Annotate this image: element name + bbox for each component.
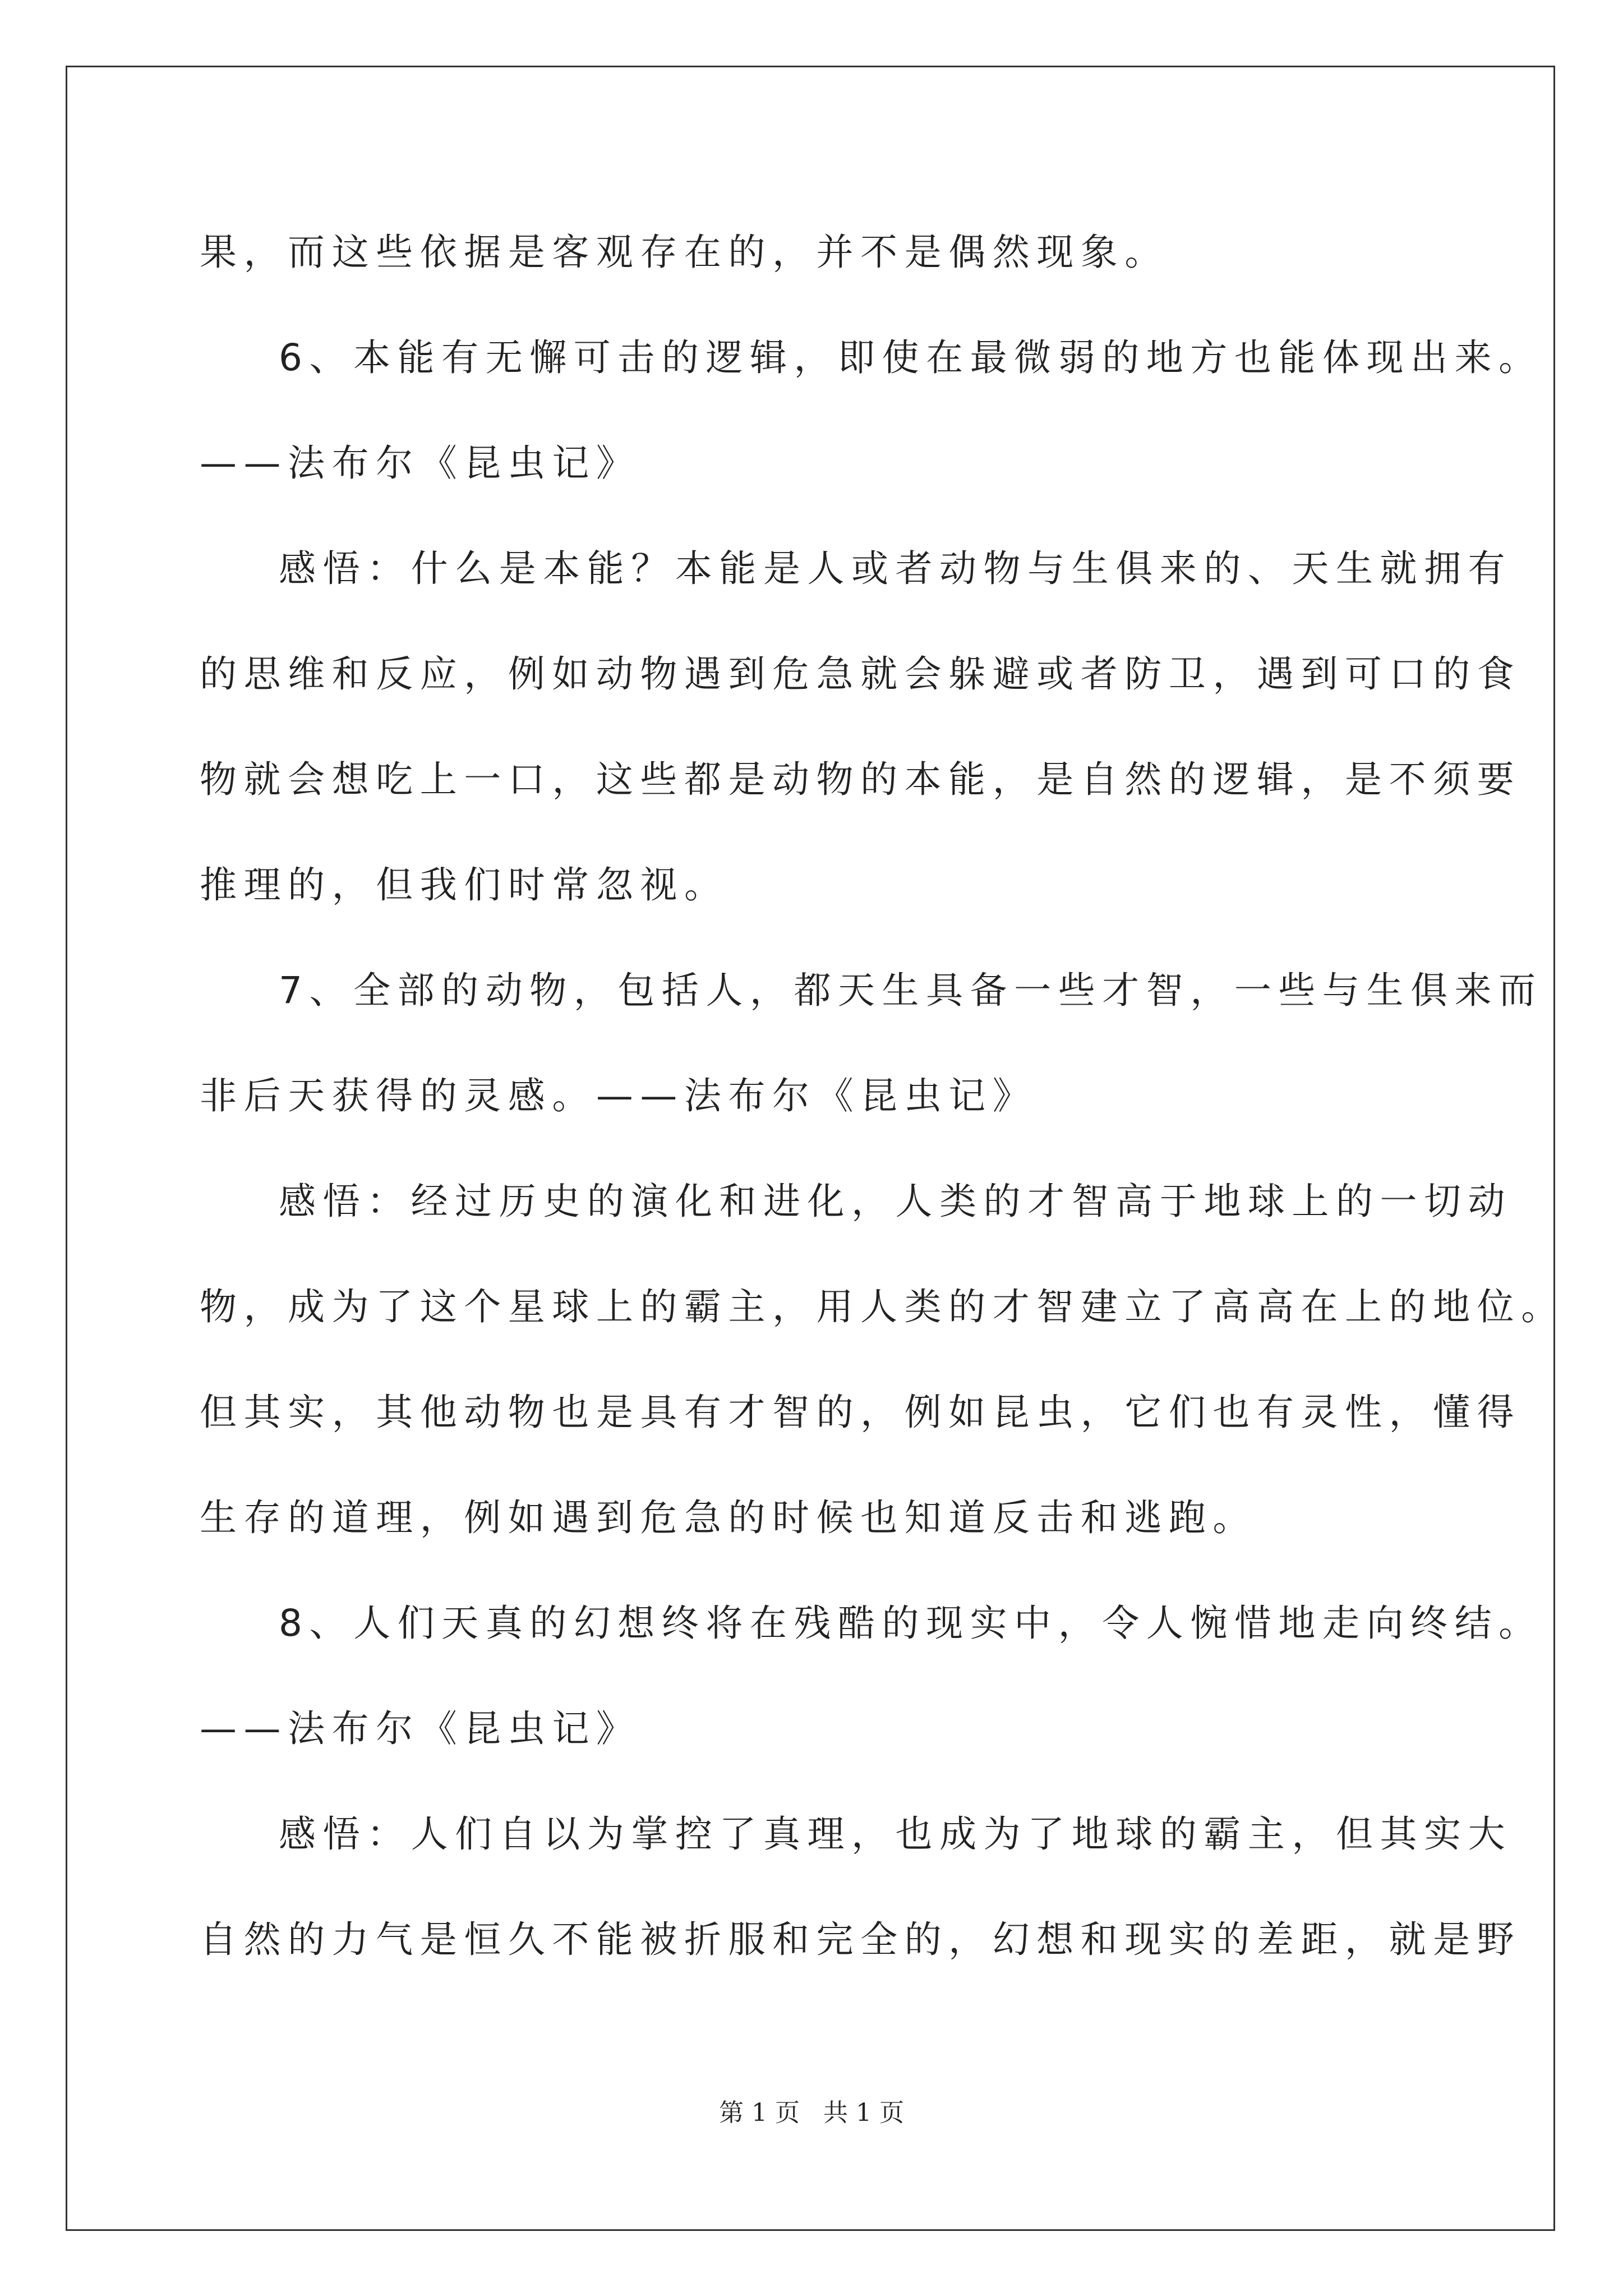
text-line: 推理的，但我们时常忽视。 [200,863,728,907]
text-line: 生存的道理，例如遇到危急的时候也知道反击和逃跑。 [200,1496,1257,1539]
text-line: 感悟：人们自以为掌控了真理，也成为了地球的霸主，但其实大 [279,1812,1513,1856]
text-line: 8、人们天真的幻想终将在残酷的现实中，令人惋惜地走向终结。 [279,1602,1543,1645]
page-footer: 第 1 页 共 1 页 [719,2099,904,2127]
text-line: ——法布尔《昆虫记》 [200,1707,640,1750]
text-line: 物，成为了这个星球上的霸主，用人类的才智建立了高高在上的地位。 [200,1285,1565,1328]
text-line: 感悟：经过历史的演化和进化，人类的才智高于地球上的一切动 [279,1180,1513,1223]
text-line: 果，而这些依据是客观存在的，并不是偶然现象。 [200,231,1169,274]
text-line: 非后天获得的灵感。——法布尔《昆虫记》 [200,1074,1037,1117]
text-line: 感悟：什么是本能？本能是人或者动物与生俱来的、天生就拥有 [279,547,1513,590]
text-line: 自然的力气是恒久不能被折服和完全的，幻想和现实的差距，就是野 [200,1918,1521,1961]
text-line: 物就会想吃上一口，这些都是动物的本能，是自然的逻辑，是不须要 [200,758,1521,801]
text-line: 的思维和反应，例如动物遇到危急就会躲避或者防卫，遇到可口的食 [200,652,1521,696]
text-line: 7、全部的动物，包括人，都天生具备一些才智，一些与生俱来而 [279,969,1543,1012]
text-line: 但其实，其他动物也是具有才智的，例如昆虫，它们也有灵性，懂得 [200,1391,1521,1434]
text-line: 6、本能有无懈可击的逻辑，即使在最微弱的地方也能体现出来。 [279,336,1543,379]
page-border [66,66,1555,2231]
text-line: ——法布尔《昆虫记》 [200,441,640,485]
